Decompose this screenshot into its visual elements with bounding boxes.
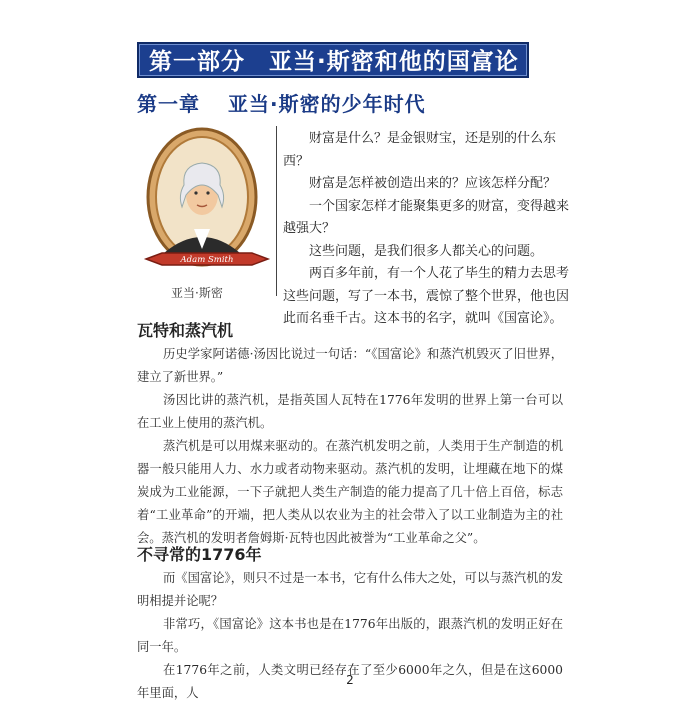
page-number: 2 [346, 673, 354, 687]
adam-smith-portrait [140, 125, 274, 295]
portrait-illustration [140, 125, 274, 295]
intro-paragraph: 两百多年前，有一个人花了毕生的精力去思考这些问题，写了一本书，震惊了整个世界，他也因此而名垂千古。这本书的名字，就叫《国富论》。 [283, 266, 570, 326]
intro-paragraph: 财富是怎样被创造出来的？应该怎样分配？ [309, 176, 557, 191]
intro-paragraph: 这些问题，是我们很多人都关心的问题。 [309, 243, 544, 259]
portrait-nameplate: Adam Smith [180, 255, 234, 265]
intro-paragraph: 财富是什么？是金银财宝，还是别的什么东西？ [283, 131, 557, 169]
body-paragraph: 历史学家阿诺德·汤因比说过一句话：“《国富论》和蒸汽机毁灭了旧世界，建立了新世界。” [137, 347, 563, 384]
part-banner: 第一部分 亚当·斯密和他的国富论 [137, 42, 529, 78]
chapter-name: 亚当·斯密的少年时代 [228, 92, 426, 116]
section-title: 瓦特和蒸汽机 [137, 321, 234, 340]
portrait-caption: 亚当·斯密 [171, 286, 223, 300]
body-paragraph: 非常巧，《国富论》这本书也是在1776年出版的，跟蒸汽机的发明正好在同一年。 [137, 617, 563, 654]
intro-text [283, 128, 573, 331]
body-paragraph: 汤因比讲的蒸汽机，是指英国人瓦特在1776年发明的世界上第一台可以在工业上使用的蒸汽机。 [137, 393, 563, 430]
divider [276, 126, 277, 296]
section-title: 不寻常的1776年 [137, 545, 262, 564]
section-body [137, 343, 563, 550]
body-paragraph: 而《国富论》，则只不过是一本书，它有什么伟大之处，可以与蒸汽机的发明相提并论呢？ [137, 571, 563, 608]
body-paragraph: 蒸汽机是可以用煤来驱动的。在蒸汽机发明之前，人类用于生产制造的机器一般只能用人力、水力或者动物来驱动。蒸汽机的发明，让埋藏在地下的煤炭成为工业能源，一下子就把人类生产制造的能力提高了几十倍上百倍，标志着“工业革命”的开端，把人类从以农业为主的社会带入了以工业制造为主的社会。蒸汽机的发明者詹姆斯·瓦特也因此被誉为“工业革命之父”。 [137, 439, 563, 545]
chapter-title [137, 88, 426, 117]
intro-paragraph: 一个国家怎样才能聚集更多的财富，变得越来越强大？ [283, 198, 570, 236]
body-paragraph: 在1776年之前，人类文明已经存在了至少6000年之久，但是在这6000年里面，人 [137, 663, 563, 700]
chapter-number: 第一章 [137, 92, 200, 116]
